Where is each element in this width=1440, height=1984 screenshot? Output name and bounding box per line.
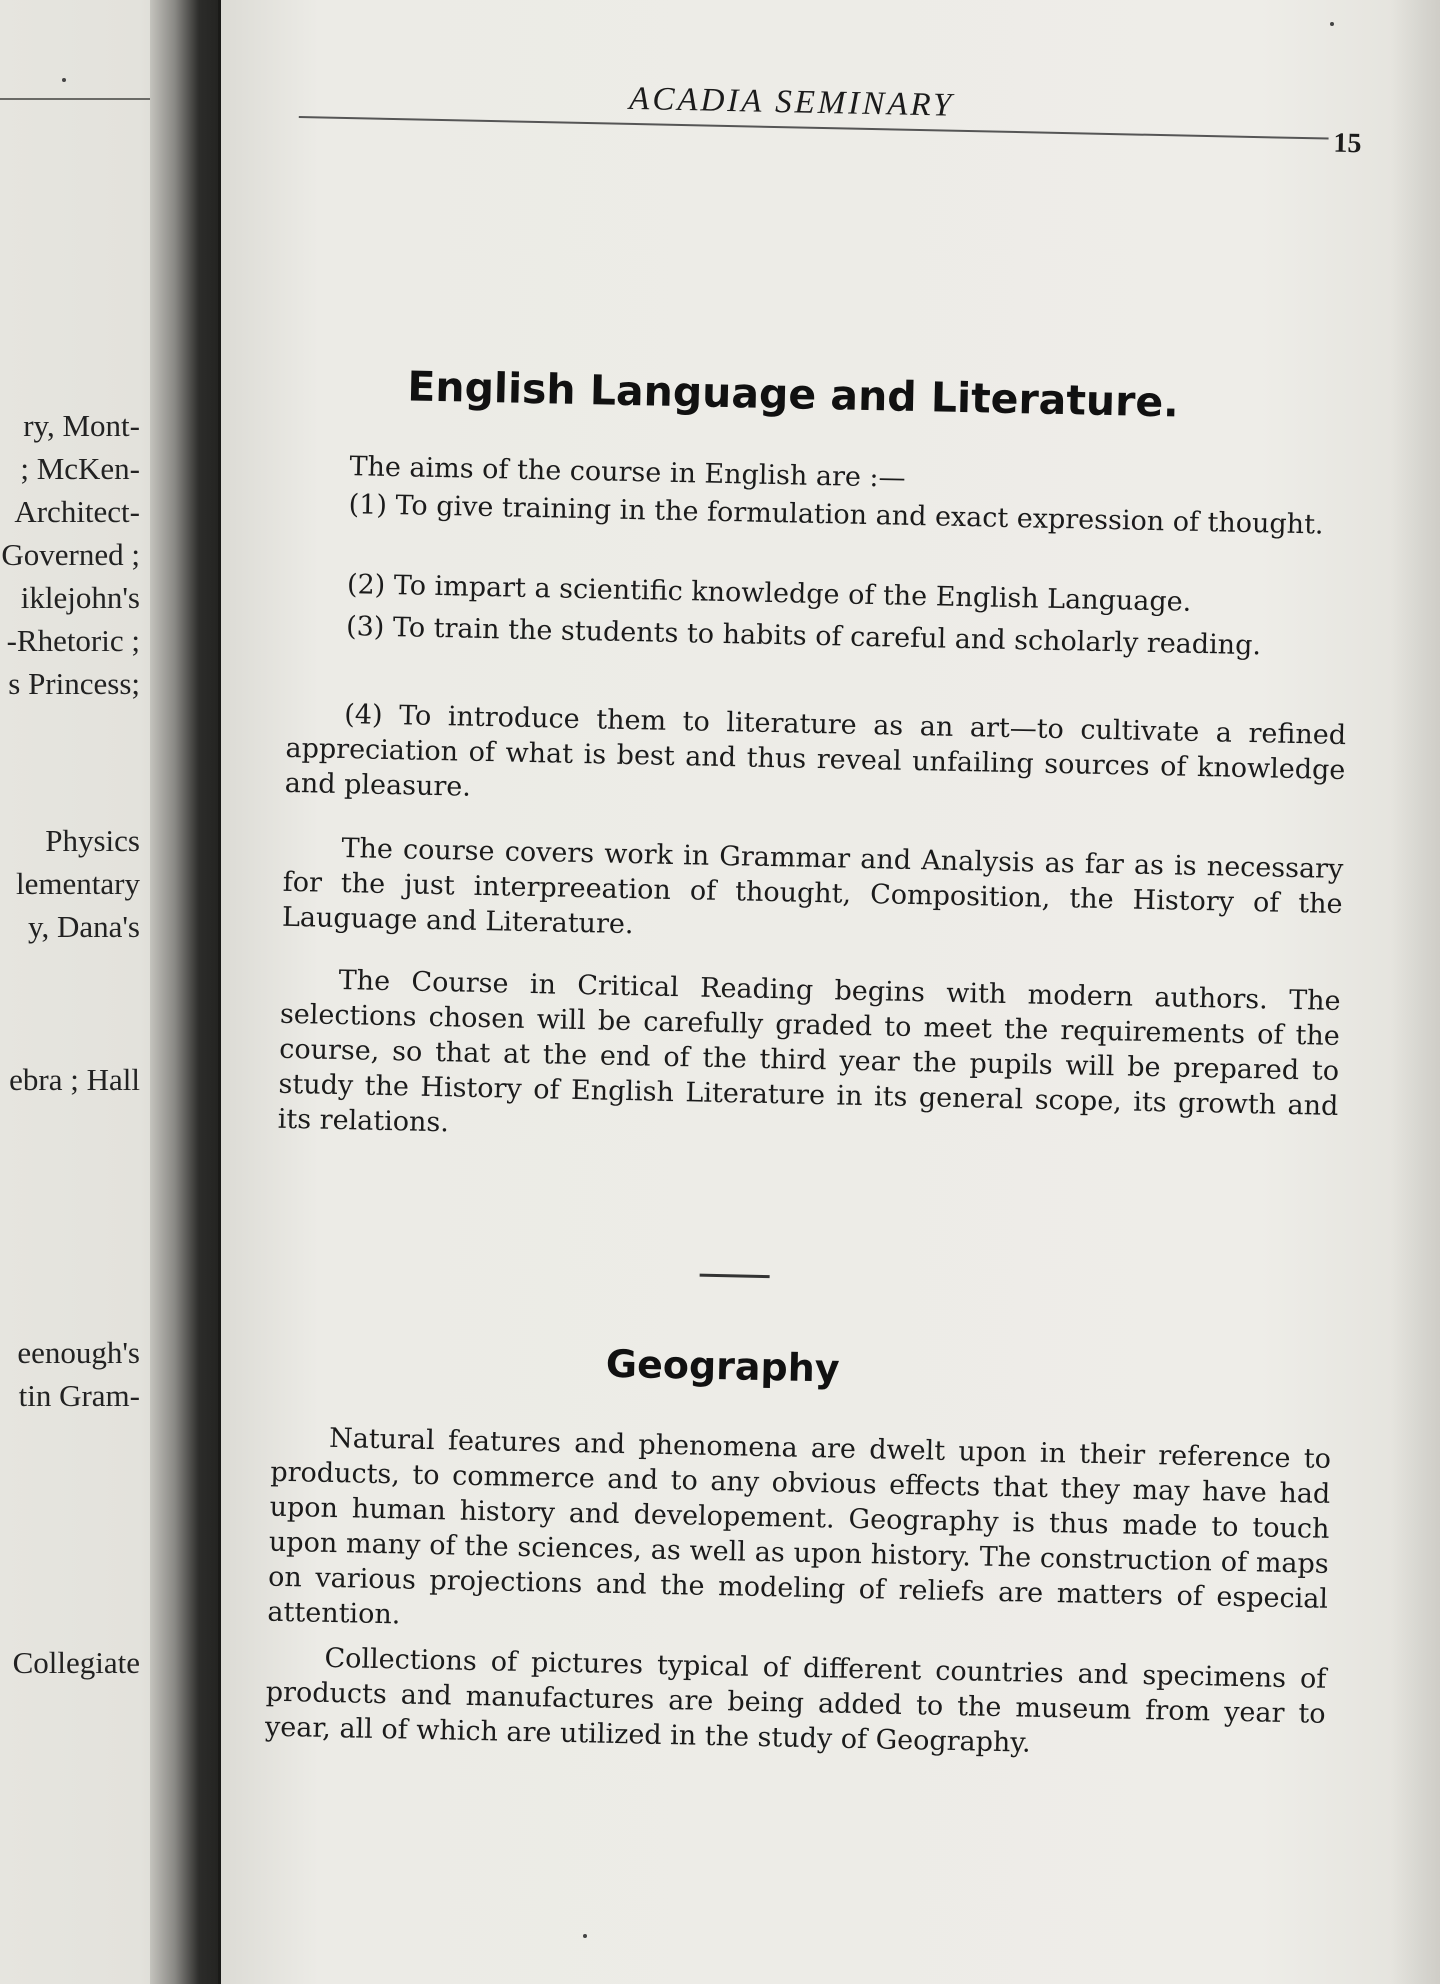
left-page-line: Architect- (14, 494, 140, 529)
english-aim-3: (3) To train the students to habits of careful and scholarly reading. (345, 611, 1262, 662)
page-number: 15 (1333, 127, 1362, 160)
left-page-line: tin Gram- (18, 1378, 140, 1413)
geography-paragraph-2: Collections of pictures typical of different countries and specimens of products and manufactures are being added to the museum from year to year, all of which are utilized in the study of Geography. (264, 1642, 1327, 1759)
scan-speck (62, 78, 66, 82)
left-page-line: eenough's (17, 1335, 140, 1370)
left-page-line: ; McKen- (20, 451, 140, 486)
left-page-line: lementary (16, 866, 140, 901)
english-reading-paragraph: The Course in Critical Reading begins with modern authors. The selections chosen will be carefully graded to meet the requirements of the course, so that at the end of the third year the pupils will be prepared to study the History of English Literature in its general scope, its growth and its relations. (277, 965, 1341, 1139)
english-aim-2: (2) To impart a scientific knowledge of the English Language. (346, 569, 1192, 618)
left-page-line: ebra ; Hall (9, 1062, 140, 1097)
section-title-geography: Geography (605, 1341, 841, 1391)
scan-speck (583, 1934, 587, 1938)
left-page-line: Collegiate (12, 1645, 140, 1680)
left-page-line: ry, Mont- (23, 408, 140, 443)
scan-speck (1330, 22, 1334, 26)
english-intro: The aims of the course in English are :— (349, 451, 906, 494)
left-page-line: iklejohn's (20, 580, 140, 615)
left-page-line: y, Dana's (27, 909, 140, 944)
left-page-line: Physics (45, 823, 140, 858)
running-title: ACADIA SEMINARY (628, 80, 955, 124)
english-grammar-paragraph: The course covers work in Grammar and Analysis as far as is necessary for the just interpreeation of thought, Composition, the History of the Lauguage and Literature. (281, 833, 1344, 941)
left-page-line: -Rhetoric ; (6, 623, 140, 658)
geography-paragraph-1: Natural features and phenomena are dwelt upon in their reference to products, to commerce and to any obvious effects that they may have had upon human history and developement. Geography is thus made to touch upon many of the sciences, as well as upon history. The construction of maps on various projections and the modeling of reliefs are matters of especial attention. (267, 1422, 1332, 1631)
english-aim-4: (4) To introduce them to literature as an art—to cultivate a refined appreciation of what is best and thus reveal unfailing sources of knowledge and pleasure. (284, 699, 1347, 803)
left-page-line: Governed ; (1, 537, 140, 572)
left-page-rule (0, 98, 155, 100)
left-page-line: s Princess; (8, 666, 140, 701)
section-title-english: English Language and Literature. (406, 362, 1180, 427)
page-edge (1390, 0, 1440, 1984)
english-aim-1: (1) To give training in the formulation and exact expression of thought. (348, 489, 1324, 541)
